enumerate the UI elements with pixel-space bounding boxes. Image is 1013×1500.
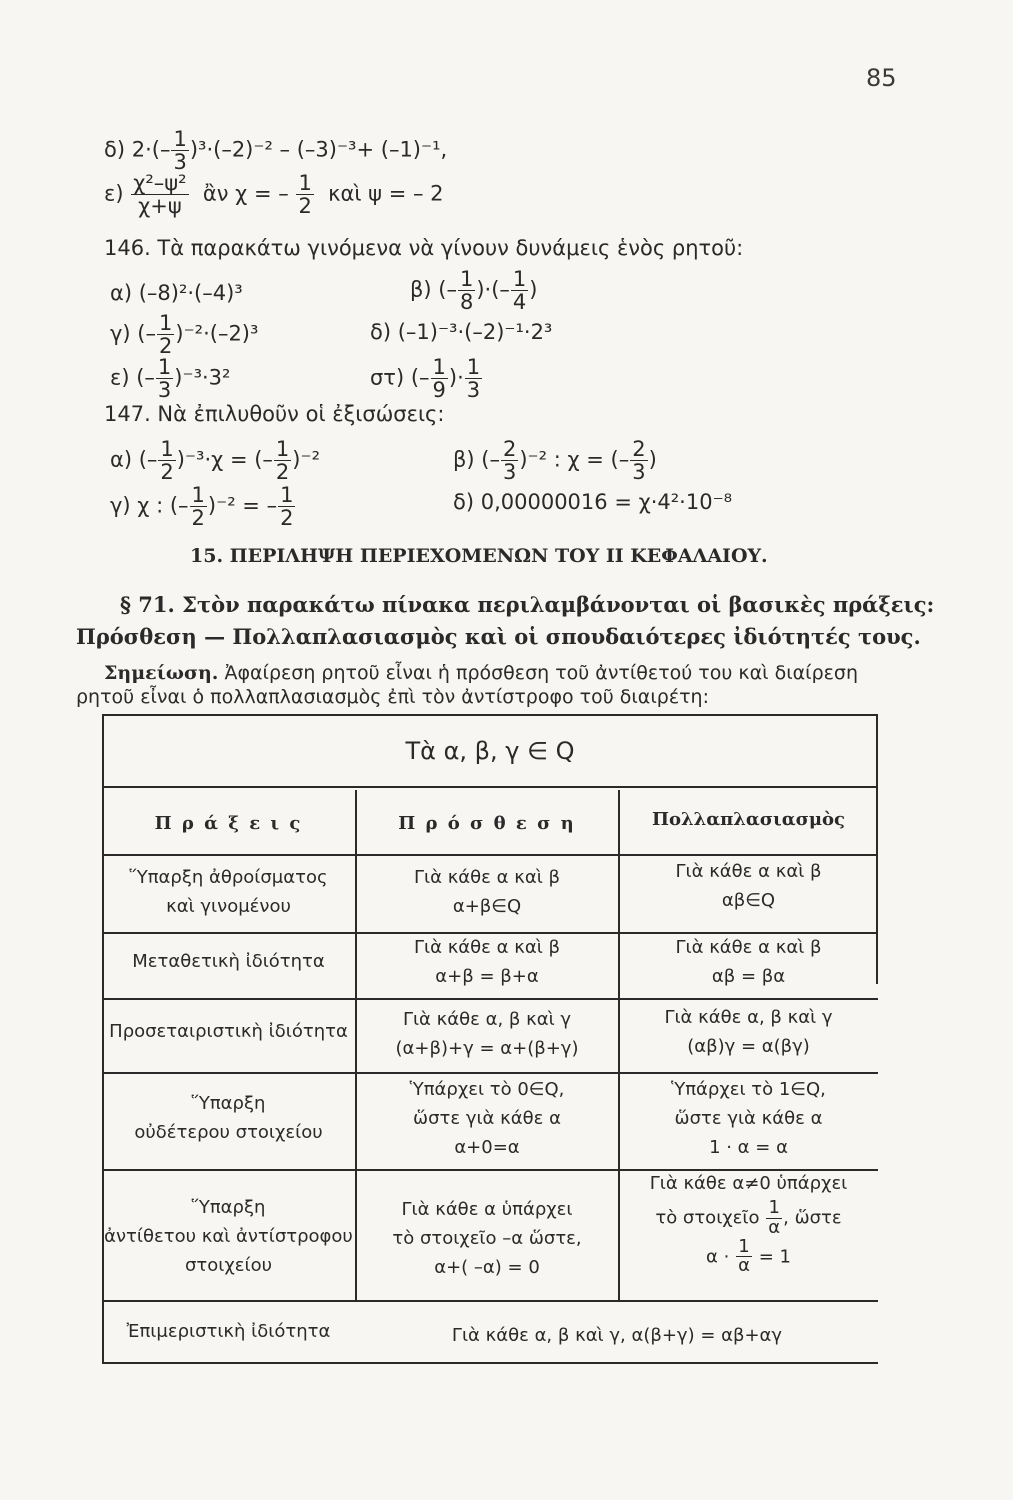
epsilon-fraction: $\frac{\text{χ²–ψ²}}{\chi+\psi}$ bbox=[133, 171, 187, 219]
table-row-2-property: Μεταθετικὴ ἰδιότητα bbox=[132, 951, 325, 972]
table-row-4-property: Ὕπαρξη οὐδέτερου στοιχείου bbox=[134, 1093, 323, 1143]
note-label: Σημείωση. bbox=[104, 662, 219, 684]
table-row-6-property: Ἐπιμεριστικὴ ἰδιότητα bbox=[126, 1321, 331, 1342]
ex146-b: β) (– $\frac{1}{8}$ )·(– $\frac{1}{4}$ ) bbox=[410, 267, 538, 315]
epsilon-cond-a: ἂν χ = – bbox=[202, 181, 289, 206]
exercise-146-title: 146. Τὰ παρακάτω γινόμενα νὰ γίνουν δυνάμεις ἑνὸς ρητοῦ: bbox=[104, 236, 744, 260]
paragraph-line-1: § 71. Στὸν παρακάτω πίνακα περιλαμβάνονται οἱ βασικὲς πράξεις: bbox=[120, 592, 935, 617]
table-row-4-multiplication: Ὑπάρχει τὸ 1∈Q, ὥστε γιὰ κάθε α 1 · α = α bbox=[671, 1079, 826, 1158]
table-row-5-property: Ὕπαρξη ἀντίθετου καὶ ἀντίστροφου στοιχείου bbox=[104, 1197, 353, 1276]
ex147-c: γ) χ : (– $\frac{1}{2}$ )⁻² = – $\frac{1}{2}$ bbox=[110, 483, 294, 531]
table-row-5-addition: Γιὰ κάθε α ὑπάρχει τὸ στοιχεῖο –α ὥστε, α+( –α) = 0 bbox=[392, 1199, 582, 1278]
delta-fraction: $\frac{1}{3}$ bbox=[173, 127, 187, 175]
epsilon-label: ε) bbox=[104, 181, 124, 206]
properties-table bbox=[102, 714, 878, 1364]
table-title-divider bbox=[102, 786, 878, 788]
ex147-a: α) (– $\frac{1}{2}$ )⁻³·χ = (– $\frac{1}{2}$ )⁻² bbox=[110, 437, 320, 485]
exercise-delta bbox=[104, 128, 447, 173]
table-row-2-multiplication: Γιὰ κάθε α καὶ β αβ = βα bbox=[675, 937, 822, 987]
section-heading: 15. ΠΕΡΙΛΗΨΗ ΠΕΡΙΕΧΟΜΕΝΩΝ ΤΟΥ ΙΙ ΚΕΦΑΛΑΙΟΥ. bbox=[190, 545, 768, 567]
table-row-6-merged: Γιὰ κάθε α, β καὶ γ, α(β+γ) = αβ+αγ bbox=[451, 1325, 783, 1346]
table-title: Τὰ α, β, γ ∈ Q bbox=[405, 737, 575, 765]
table-bottom-border bbox=[102, 1362, 878, 1364]
table-row-2-addition: Γιὰ κάθε α καὶ β α+β = β+α bbox=[413, 937, 560, 987]
table-row-1-property: Ὕπαρξη ἀθροίσματος καὶ γινομένου bbox=[129, 867, 328, 917]
table-row-4-addition: Ὑπάρχει τὸ 0∈Q, ὥστε γιὰ κάθε α α+0=α bbox=[409, 1079, 565, 1158]
exercise-147-title: 147. Νὰ ἐπιλυθοῦν οἱ ἐξισώσεις: bbox=[104, 402, 445, 426]
ex146-e: ε) (– $\frac{1}{3}$ )⁻³·3² bbox=[110, 355, 231, 403]
table-row-1-addition: Γιὰ κάθε α καὶ β α+β∈Q bbox=[413, 867, 560, 917]
table-row-divider bbox=[102, 1072, 878, 1074]
table-row-1-multiplication: Γιὰ κάθε α καὶ β αβ∈Q bbox=[675, 861, 822, 911]
ex146-st: στ) (– $\frac{1}{9}$ )· $\frac{1}{3}$ bbox=[370, 355, 481, 403]
table-top-border bbox=[102, 714, 878, 716]
table-row-3-addition: Γιὰ κάθε α, β καὶ γ (α+β)+γ = α+(β+γ) bbox=[395, 1009, 579, 1059]
ex146-c: γ) (– $\frac{1}{2}$ )⁻²·(–2)³ bbox=[110, 311, 259, 359]
note-line-2: ρητοῦ εἶναι ὁ πολλαπλασιασμὸς ἐπὶ τὸν ἀντίστροφο τοῦ διαιρέτη: bbox=[76, 686, 709, 708]
ex147-b: β) (– $\frac{2}{3}$ )⁻² : χ = (– $\frac{2}{3}$ ) bbox=[453, 437, 657, 485]
header-operations: Π ρ ά ξ ε ι ς bbox=[154, 813, 303, 834]
header-addition: Π ρ ό σ θ ε σ η bbox=[398, 813, 576, 834]
ex146-a: α) (–8)²·(–4)³ bbox=[110, 281, 243, 305]
table-row-divider bbox=[102, 1300, 878, 1302]
table-row-3-property: Προσεταιριστικὴ ἰδιότητα bbox=[109, 1021, 348, 1042]
delta-expr-b: )³·(–2)⁻² – (–3)⁻³+ (–1)⁻¹, bbox=[189, 137, 448, 162]
delta-label: δ) bbox=[104, 137, 126, 162]
exercise-epsilon bbox=[104, 172, 444, 217]
ex147-d: δ) 0,00000016 = χ·4²·10⁻⁸ bbox=[453, 490, 733, 514]
table-row-divider bbox=[102, 854, 878, 856]
page-number: 85 bbox=[866, 64, 897, 92]
ex146-d: δ) (–1)⁻³·(–2)⁻¹·2³ bbox=[370, 320, 553, 344]
delta-expr-a: 2·(– bbox=[131, 137, 171, 162]
table-row-5-multiplication: Γιὰ κάθε α≠0 ὑπάρχει τὸ στοιχεῖο $\frac{1}{\alpha}$ , ὥστε α · $\frac{1}{\alpha}$ = 1 bbox=[649, 1173, 848, 1277]
table-row-3-multiplication: Γιὰ κάθε α, β καὶ γ (αβ)γ = α(βγ) bbox=[664, 1007, 833, 1057]
epsilon-cond-b: καὶ ψ = – 2 bbox=[328, 181, 444, 206]
paragraph-line-2: Πρόσθεση — Πολλαπλασιασμὸς καὶ οἱ σπουδαιότερες ἰδιότητές τους. bbox=[76, 624, 921, 649]
note-line-1: Σημείωση. Ἀφαίρεση ρητοῦ εἶναι ἡ πρόσθεση τοῦ ἀντίθετού του καὶ διαίρεση bbox=[104, 662, 858, 684]
epsilon-cond-fraction: $\frac{1}{2}$ bbox=[298, 171, 312, 219]
header-multiplication: Πολλαπλασιασμὸς bbox=[652, 809, 845, 830]
table-row-divider bbox=[102, 998, 878, 1000]
